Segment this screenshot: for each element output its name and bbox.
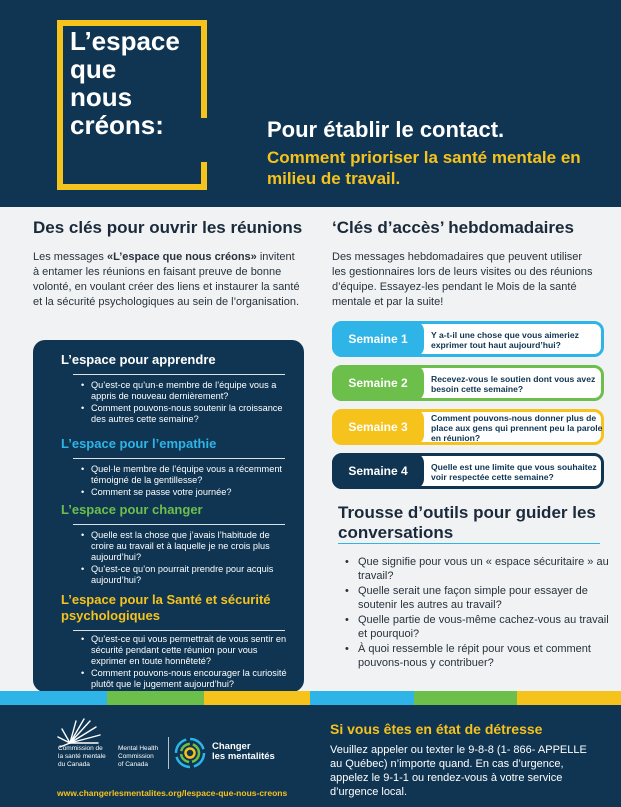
section-list xyxy=(33,530,304,586)
frame-bar xyxy=(57,184,207,190)
section-title: L’espace pour changer xyxy=(61,502,203,517)
stripe-segment xyxy=(517,691,621,705)
section-divider xyxy=(73,374,285,375)
section-title: L’espace pour l’empathie xyxy=(61,436,217,451)
left-intro xyxy=(33,250,301,310)
org-line: of Canada xyxy=(118,761,148,768)
list-item: • Comment se passe votre journée? xyxy=(91,487,291,498)
section-change xyxy=(33,502,304,587)
left-heading: Des clés pour ouvrir les réunions xyxy=(33,218,303,237)
org-line: du Canada xyxy=(58,761,90,768)
week-label: Semaine 3 xyxy=(332,409,424,445)
section-list xyxy=(33,380,304,425)
stripe-segment xyxy=(107,691,204,705)
toolkit-heading: Trousse d’outils pour guider les conversations xyxy=(338,503,596,542)
list-item: • Que signifie pour vous un « espace sécuritaire » au travail? xyxy=(358,555,618,583)
intro-text: Les messages xyxy=(33,251,107,263)
section-divider xyxy=(73,458,285,459)
logo-divider xyxy=(168,737,169,769)
list-item: • Qu’est-ce qu’un·e membre de l’équipe vous a appris de nouveau dernièrement? xyxy=(91,380,291,402)
changer-line: les mentalités xyxy=(212,751,275,762)
color-stripe xyxy=(0,691,621,705)
org-line: Mental Health xyxy=(118,745,159,752)
section-title: L’espace pour apprendre xyxy=(61,352,216,367)
org-line: Commission de xyxy=(58,745,103,752)
week-1-card xyxy=(332,321,604,357)
section-title: L’espace pour la Santé et sécurité psychologiques xyxy=(61,592,271,623)
week-3-card xyxy=(332,409,604,445)
week-question: Comment pouvons-nous donner plus de place aux gens qui prennent peu la parole en réunion? xyxy=(431,413,603,443)
week-label: Semaine 1 xyxy=(332,321,424,357)
toolkit-list xyxy=(340,555,618,671)
title-line: L’espace xyxy=(70,26,180,56)
section-divider xyxy=(73,524,285,525)
right-intro: Des messages hebdomadaires que peuvent utiliser les gestionnaires lors de leurs visites ou des réunions d’équipe. Essayez-les pendant le Mois de la santé mentale et par la suite! xyxy=(332,251,593,308)
list-item: • Quelle partie de vous-même cachez-vous au travail et pourquoi? xyxy=(358,613,618,641)
stripe-segment xyxy=(414,691,517,705)
week-question: Recevez-vous le soutien dont vous avez besoin cette semaine? xyxy=(431,374,596,394)
list-item: • Comment pouvons-nous soutenir la croissance des autres cette semaine? xyxy=(91,403,291,425)
changer-line: Changer xyxy=(212,741,251,752)
list-item: • Qu’est-ce qui vous permettrait de vous sentir en sécurité pendant cette réunion pour vous exprimer en toute honnêteté? xyxy=(91,634,291,667)
main-title xyxy=(70,27,220,139)
intro-text: invitent à entamer les réunions en faisant preuve de bonne volonté, en voulant créer des liens et instaurer la santé et la sécurité psychologiques au sein de l’organisation. xyxy=(33,251,300,308)
week-4-card xyxy=(332,453,604,489)
week-label: Semaine 4 xyxy=(332,453,424,489)
stripe-segment xyxy=(204,691,310,705)
stripe-segment xyxy=(0,691,107,705)
list-item: • Quel·le membre de l’équipe vous a récemment témoigné de la gentillesse? xyxy=(91,464,291,486)
list-item: • Qu’est-ce qu’on pourrait prendre pour acquis aujourd’hui? xyxy=(91,564,291,586)
website-link[interactable]: www.changerlesmentalites.org/lespace-que-nous-creons xyxy=(57,788,288,798)
toolkit-underline xyxy=(338,543,600,544)
stripe-segment xyxy=(310,691,414,705)
title-line: que xyxy=(70,54,117,84)
tagline: Comment prioriser la santé mentale en milieu de travail. xyxy=(267,148,581,188)
week-label: Semaine 2 xyxy=(332,365,424,401)
list-item: • Quelle est la chose que j’avais l’habitude de croire au travail et à laquelle je ne crois plus aujourd’hui? xyxy=(91,530,291,563)
footer xyxy=(0,705,621,807)
frame-bar xyxy=(57,20,63,190)
week-question: Y a-t-il une chose que vous aimeriez exprimer tout haut aujourd’hui? xyxy=(431,330,579,350)
intro-bold: «L’espace que nous créons» xyxy=(106,251,257,263)
right-heading: ‘Clés d’accès’ hebdomadaires xyxy=(332,218,574,237)
header-banner xyxy=(0,0,621,207)
section-divider xyxy=(73,630,285,631)
section-list xyxy=(33,634,304,690)
subtitle: Pour établir le contact. xyxy=(267,117,505,142)
week-question: Quelle est une limite que vous souhaitez voir respectée cette semaine? xyxy=(431,462,597,482)
changer-circle-logo-icon xyxy=(174,737,206,769)
meeting-keys-card xyxy=(33,340,304,692)
list-item: • Comment pouvons-nous encourager la curiosité plutôt que le jugement aujourd’hui? xyxy=(91,668,291,690)
distress-heading: Si vous êtes en état de détresse xyxy=(330,721,543,737)
section-safety xyxy=(33,592,304,691)
section-list xyxy=(33,464,304,498)
list-item: • À quoi ressemble le répit pour vous et comment pouvons-nous y contribuer? xyxy=(358,642,618,670)
org-line: la santé mentale xyxy=(58,753,106,760)
changer-logo-text xyxy=(212,742,275,762)
org-name-en xyxy=(118,745,158,769)
title-line: nous xyxy=(70,82,133,112)
week-2-card xyxy=(332,365,604,401)
distress-text: Veuillez appeler ou texter le 9-8-8 (1- 866- APPELLE au Québec) n’importe quand. En cas d’urgence, appelez le 9-1-1 ou rendez-vous à votre service d’urgence local. xyxy=(330,744,587,798)
section-learn xyxy=(33,352,304,426)
list-item: • Quelle serait une façon simple pour essayer de soutenir les autres au travail? xyxy=(358,584,618,612)
title-line: créons: xyxy=(70,110,164,140)
org-name-fr xyxy=(58,745,106,769)
org-line: Commission xyxy=(118,753,154,760)
frame-bar xyxy=(201,162,207,190)
section-empathy xyxy=(33,436,304,499)
